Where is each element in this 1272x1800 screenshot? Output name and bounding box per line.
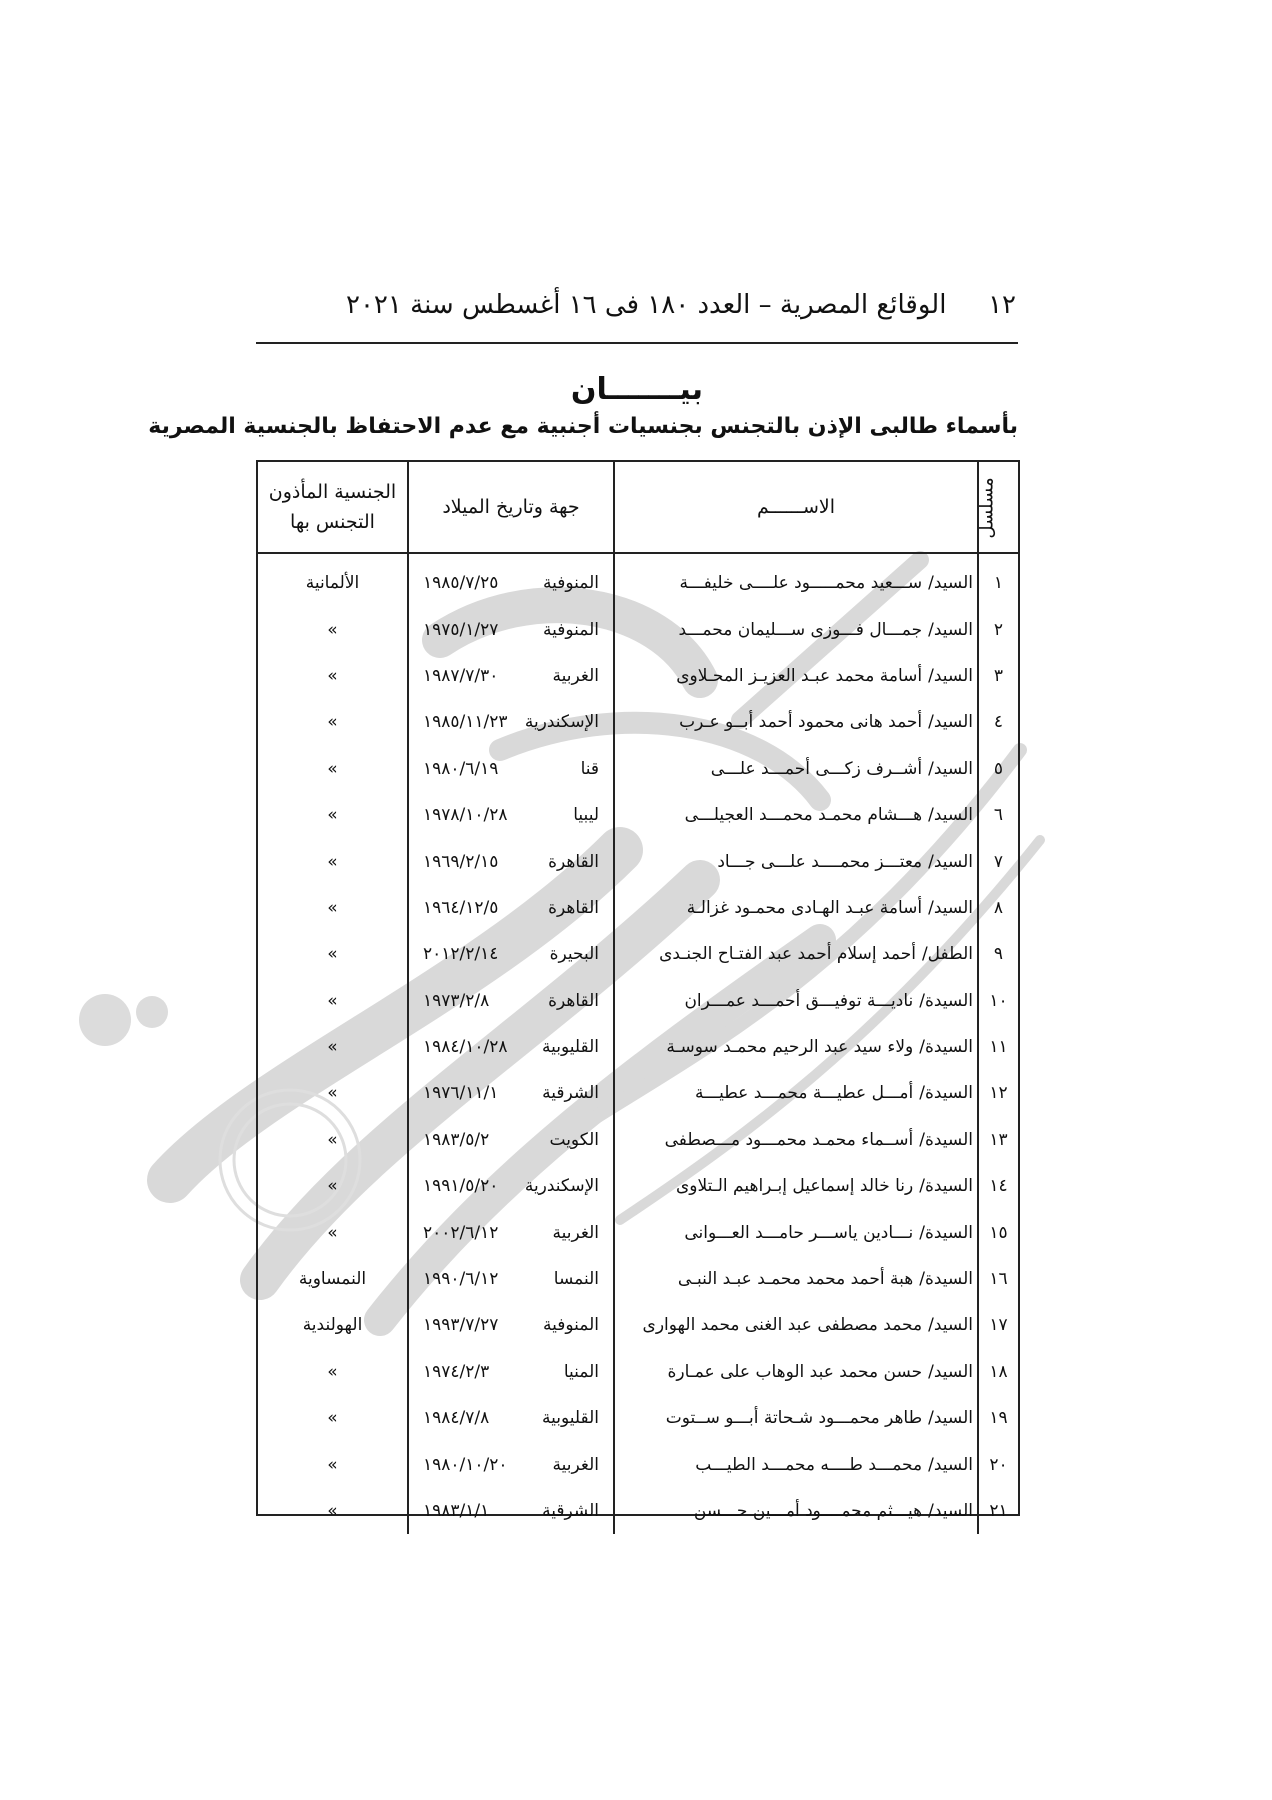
row-full-name: جمـــال فـــوزى ســـليمان محمـــد [678,619,923,640]
header-birth: جهة وتاريخ الميلاد [408,462,614,553]
row-name-cell [614,1349,978,1395]
header-nationality-line1: الجنسية المأذون [268,481,397,503]
table-row [258,1070,1018,1116]
row-honorific: السيد/ [928,758,973,779]
row-full-name: نـــادين ياســـر حامـــد العـــوانى [684,1222,914,1243]
row-honorific: السيدة/ [919,1176,973,1197]
table-row [258,653,1018,699]
row-nationality: » [327,665,338,686]
row-name-cell [614,978,978,1024]
row-honorific: السيدة/ [919,1222,973,1243]
document-title: بيـــــــان [570,372,704,407]
row-nationality: » [327,1361,338,1382]
row-nationality: الهولندية [302,1315,363,1336]
row-nationality: » [327,990,338,1011]
row-honorific: السيد/ [928,573,973,594]
row-birth-cell [408,553,614,606]
row-full-name: هيـــثم محمــــود أمـــين حـــسن [693,1501,923,1521]
row-birth-place: المنوفية [542,619,599,640]
table-row [258,1395,1018,1441]
table-row [258,1256,1018,1302]
table-row [258,1024,1018,1070]
row-birth-date: ١٩٨٣/١/١ [423,1501,490,1521]
table-row [258,553,1018,606]
row-birth-date: ١٩٧٦/١١/١ [423,1083,499,1104]
row-name-cell [614,1488,978,1534]
row-full-name: أحمد إسلام أحمد عبد الفتـاح الجنـدى [659,944,916,965]
row-birth-place: قنا [580,758,599,779]
row-full-name: ناديـــة توفيـــق أحمـــد عمـــران [684,990,914,1011]
row-serial: ١٨ [978,1349,1018,1395]
row-honorific: السيد/ [928,805,973,826]
row-birth-date: ١٩٧٨/١٠/٢٨ [423,805,508,826]
table-row [258,1441,1018,1487]
table-row [258,931,1018,977]
row-honorific: السيدة/ [919,1037,973,1058]
row-birth-date: ١٩٨٧/٧/٣٠ [423,665,499,686]
table-row [258,885,1018,931]
running-header [256,290,1016,330]
row-nationality: النمساوية [298,1269,367,1290]
row-honorific: السيد/ [928,1454,973,1475]
row-name-cell [614,838,978,884]
row-birth-date: ١٩٧٤/٢/٣ [423,1361,490,1382]
row-birth-place: الغربية [552,1222,599,1243]
row-birth-cell [408,699,614,745]
row-birth-date: ٢٠٠٢/٦/١٢ [423,1222,499,1243]
row-birth-cell [408,1488,614,1534]
row-full-name: أشــرف زكـــى أحمـــد علـــى [710,758,923,779]
row-full-name: طاهر محمـــود شـحاتة أبـــو ســتوت [665,1408,923,1429]
row-birth-cell [408,1256,614,1302]
row-birth-place: القليوبية [541,1408,599,1429]
row-birth-cell [408,653,614,699]
row-nationality: » [327,944,338,965]
row-birth-place: ليبيا [573,805,599,826]
row-name-cell [614,1070,978,1116]
row-birth-place: الغربية [552,1454,599,1475]
row-birth-place: المنوفية [542,573,599,594]
table-row [258,1209,1018,1255]
row-name-cell [614,1024,978,1070]
row-serial: ٥ [978,746,1018,792]
row-full-name: أسامة محمد عبـد العزيـز المحـلاوى [676,665,923,686]
row-name-cell [614,931,978,977]
row-nationality: » [327,1037,338,1058]
row-birth-cell [408,931,614,977]
row-birth-cell [408,885,614,931]
row-birth-date: ١٩٨٤/١٠/٢٨ [423,1037,508,1058]
row-honorific: السيد/ [928,897,973,918]
row-serial: ١٦ [978,1256,1018,1302]
row-serial: ١١ [978,1024,1018,1070]
row-full-name: محمـــد طــــه محمـــد الطيـــب [695,1454,923,1475]
row-honorific: السيد/ [928,1361,973,1382]
table-header-row [258,462,1018,553]
row-birth-cell [408,746,614,792]
row-name-cell [614,746,978,792]
header-nationality-line2: التجنس بها [290,511,375,533]
row-serial: ٢٠ [978,1441,1018,1487]
table-row [258,746,1018,792]
row-birth-cell [408,1163,614,1209]
row-name-cell [614,1117,978,1163]
row-birth-date: ١٩٧٣/٢/٨ [423,990,490,1011]
table-row [258,699,1018,745]
row-nationality: » [327,712,338,733]
row-nationality: » [327,1176,338,1197]
row-birth-place: الشرقية [542,1501,599,1521]
row-name-cell [614,885,978,931]
row-name-cell [614,1441,978,1487]
row-serial: ٢ [978,606,1018,652]
document-subtitle: بأسماء طالبى الإذن بالتجنس بجنسيات أجنبية مع عدم الاحتفاظ بالجنسية المصرية [148,414,1018,439]
row-full-name: رنا خالد إسماعيل إبـراهيم الـتلاوى [675,1176,914,1197]
row-birth-place: المنيا [563,1361,599,1382]
row-serial: ١٥ [978,1209,1018,1255]
row-birth-place: الإسكندرية [524,1176,599,1197]
table-row [258,1302,1018,1348]
row-birth-place: القاهرة [548,851,599,872]
row-nationality: » [327,619,338,640]
row-full-name: أســماء محمـد محمـــود مـــصطفى [664,1129,914,1150]
row-name-cell [614,553,978,606]
row-full-name: ســـعيد محمـــــود علــــى خليفـــة [679,573,923,594]
row-birth-date: ١٩٨٤/٧/٨ [423,1408,490,1429]
row-birth-cell [408,1395,614,1441]
header-rule [256,342,1018,344]
row-honorific: السيد/ [928,665,973,686]
row-honorific: السيدة/ [919,1129,973,1150]
row-birth-place: النمسا [553,1269,599,1290]
row-honorific: السيد/ [928,1501,973,1521]
table-row [258,838,1018,884]
row-serial: ٦ [978,792,1018,838]
row-nationality: » [327,851,338,872]
row-nationality: » [327,1501,338,1521]
row-full-name: هـــشام محمـد محمـــد العجيلـــى [684,805,923,826]
row-birth-place: الغربية [552,665,599,686]
row-nationality: » [327,1222,338,1243]
table-row [258,792,1018,838]
page-number: ١٢ [988,290,1016,320]
row-name-cell [614,653,978,699]
row-serial: ٣ [978,653,1018,699]
row-birth-place: المنوفية [542,1315,599,1336]
row-honorific: السيد/ [928,851,973,872]
row-birth-place: الإسكندرية [524,712,599,733]
row-birth-place: البحيرة [549,944,599,965]
row-nationality: الألمانية [305,573,360,594]
row-birth-date: ١٩٩٠/٦/١٢ [423,1269,499,1290]
names-table [258,462,1018,1534]
row-name-cell [614,699,978,745]
row-birth-place: القاهرة [548,990,599,1011]
row-birth-date: ١٩٨٠/١٠/٢٠ [423,1454,508,1475]
row-birth-place: الشرقية [542,1083,599,1104]
names-table-frame [256,460,1020,1521]
table-row [258,1163,1018,1209]
row-nationality: » [327,1083,338,1104]
row-name-cell [614,1395,978,1441]
row-full-name: هبة أحمد محمد محمـد عبـد النبـى [677,1269,914,1290]
row-serial: ٨ [978,885,1018,931]
table-row [258,1349,1018,1395]
row-birth-date: ١٩٩١/٥/٢٠ [423,1176,499,1197]
row-serial: ٢١ [978,1488,1018,1534]
row-full-name: محمد مصطفى عبد الغنى محمد الهوارى [642,1315,923,1336]
row-birth-date: ٢٠١٢/٢/١٤ [423,944,499,965]
row-full-name: أسامة عبـد الهـادى محمـود غزالـة [686,897,923,918]
row-birth-date: ١٩٦٤/١٢/٥ [423,897,499,918]
row-nationality: » [327,1129,338,1150]
row-nationality: » [327,805,338,826]
row-honorific: السيد/ [928,712,973,733]
row-birth-cell [408,1209,614,1255]
row-nationality: » [327,758,338,779]
row-name-cell [614,1163,978,1209]
row-birth-cell [408,792,614,838]
row-honorific: السيد/ [928,619,973,640]
row-serial: ١ [978,553,1018,606]
row-honorific: الطفل/ [921,944,973,965]
row-full-name: ولاء سيد عبد الرحيم محمـد سوسـة [666,1037,914,1058]
row-nationality: » [327,897,338,918]
row-name-cell [614,792,978,838]
row-name-cell [614,1302,978,1348]
row-serial: ١٢ [978,1070,1018,1116]
table-row [258,606,1018,652]
row-birth-cell [408,978,614,1024]
row-full-name: أمـــل عطيـــة محمـــد عطيـــة [695,1083,914,1104]
row-honorific: السيدة/ [919,1083,973,1104]
row-name-cell [614,606,978,652]
row-birth-date: ١٩٦٩/٢/١٥ [423,851,499,872]
table-row [258,1488,1018,1534]
row-birth-cell [408,1349,614,1395]
row-birth-cell [408,1302,614,1348]
row-full-name: حسن محمد عبد الوهاب على عمـارة [667,1361,923,1382]
row-birth-date: ١٩٨٥/٧/٢٥ [423,573,499,594]
row-birth-cell [408,1070,614,1116]
row-name-cell [614,1209,978,1255]
row-honorific: السيد/ [928,1408,973,1429]
row-full-name: أحمد هانى محمود أحمد أبــو عـرب [679,712,923,733]
header-nationality [258,462,408,553]
row-serial: ١٧ [978,1302,1018,1348]
row-birth-cell [408,1024,614,1070]
row-birth-cell [408,1117,614,1163]
row-birth-cell [408,606,614,652]
row-serial: ١٠ [978,978,1018,1024]
row-birth-place: القاهرة [548,897,599,918]
row-nationality: » [327,1408,338,1429]
row-birth-cell [408,838,614,884]
header-name: الاســــــم [614,462,978,553]
row-honorific: السيدة/ [919,990,973,1011]
row-full-name: معتـــز محمــــد علـــى جـــاد [717,851,923,872]
row-birth-date: ١٩٨٥/١١/٢٣ [423,712,508,733]
row-birth-date: ١٩٨٣/٥/٢ [423,1129,490,1150]
row-serial: ٩ [978,931,1018,977]
row-birth-place: القليوبية [541,1037,599,1058]
row-honorific: السيدة/ [919,1269,973,1290]
row-birth-date: ١٩٩٣/٧/٢٧ [423,1315,499,1336]
row-birth-cell [408,1441,614,1487]
running-title: الوقائع المصرية – العدد ١٨٠ فى ١٦ أغسطس سنة ٢٠٢١ [346,290,947,320]
row-serial: ٧ [978,838,1018,884]
row-serial: ١٩ [978,1395,1018,1441]
row-serial: ١٤ [978,1163,1018,1209]
row-birth-place: الكويت [549,1129,599,1150]
header-serial: مسلسل [978,462,1018,553]
row-serial: ١٣ [978,1117,1018,1163]
row-honorific: السيد/ [928,1315,973,1336]
table-body [258,553,1018,1534]
row-birth-date: ١٩٨٠/٦/١٩ [423,758,499,779]
row-birth-date: ١٩٧٥/١/٢٧ [423,619,499,640]
row-nationality: » [327,1454,338,1475]
row-name-cell [614,1256,978,1302]
table-row [258,1117,1018,1163]
table-row [258,978,1018,1024]
row-serial: ٤ [978,699,1018,745]
